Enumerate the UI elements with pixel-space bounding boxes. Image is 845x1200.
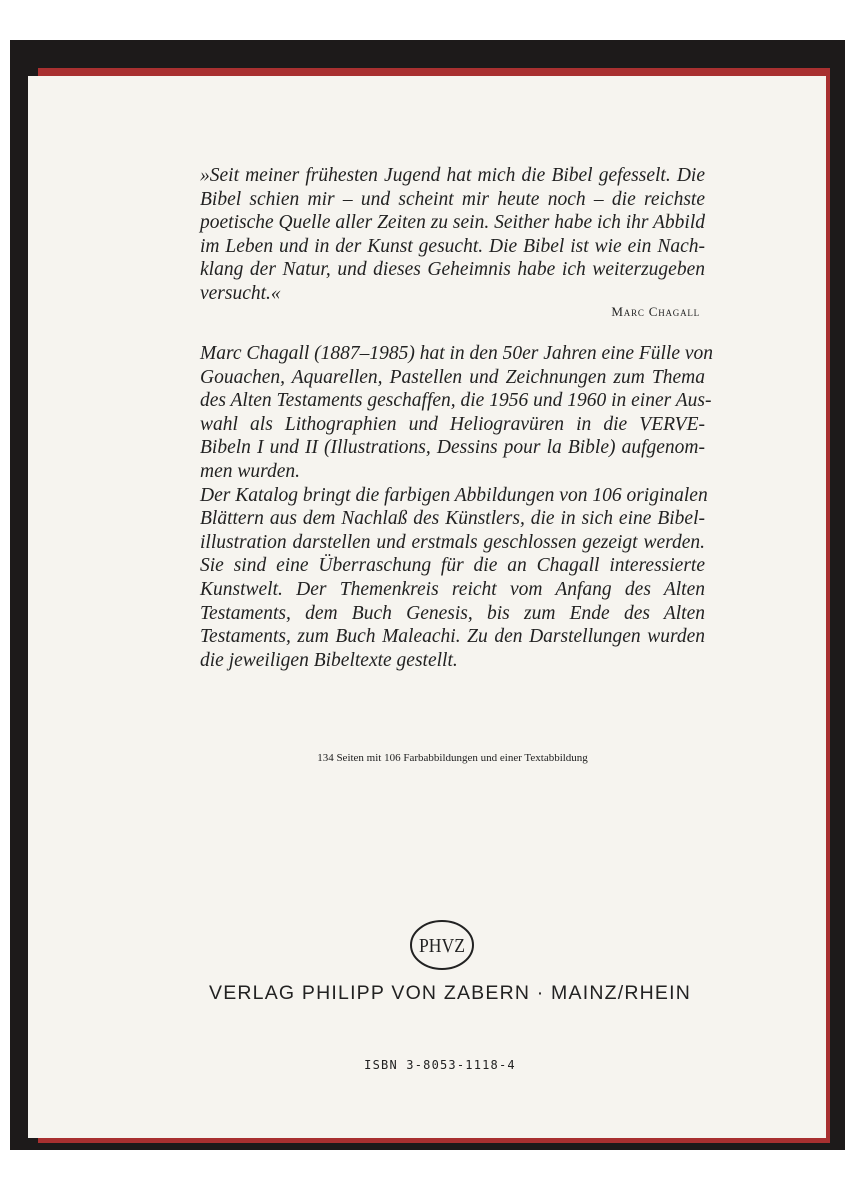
body-line: Der Katalog bringt die farbigen Abbildungen von 106 originalen — [200, 484, 708, 506]
description-text — [200, 342, 714, 672]
body-line: Marc Chagall (1887–1985) hat in den 50er Jahren eine Fülle von — [200, 343, 714, 364]
quote-line: im Leben und in der Kunst gesucht. Die Bibel ist wie ein Nach- — [200, 235, 705, 257]
body-line: Testaments, dem Buch Genesis, bis zum Ende des Alten — [200, 602, 705, 624]
quote-line: klang der Natur, und dieses Geheimnis habe ich weiterzugeben — [200, 259, 705, 281]
publisher-logo-icon — [408, 918, 476, 972]
page-count-note: 134 Seiten mit 106 Farbabbildungen und einer Textabbildung — [317, 752, 588, 764]
quote-line: versucht.« — [200, 282, 281, 304]
quote-line: poetische Quelle aller Zeiten zu sein. Seither habe ich ihr Abbild — [200, 212, 705, 234]
quote-line: Bibel schien mir – und scheint mir heute noch – die reichste — [200, 188, 705, 210]
body-line: Blättern aus dem Nachlaß des Künstlers, die in sich eine Bibel- — [200, 508, 705, 530]
body-line: Sie sind eine Überraschung für die an Chagall interessierte — [200, 555, 705, 577]
body-line: wahl als Lithographien und Heliogravüren in die VERVE- — [200, 413, 705, 435]
body-line: Kunstwelt. Der Themenkreis reicht vom Anfang des Alten — [200, 578, 705, 600]
quote-attribution: Marc Chagall — [611, 304, 700, 319]
chagall-quote — [200, 164, 705, 306]
isbn-number: ISBN 3-8053-1118-4 — [364, 1058, 516, 1072]
logo-monogram: PHVZ — [419, 935, 465, 957]
body-line: Testaments, zum Buch Maleachi. Zu den Darstellungen wurden — [200, 626, 705, 648]
body-line: Gouachen, Aquarellen, Pastellen und Zeichnungen zum Thema — [200, 366, 705, 388]
body-line: men wurden. — [200, 460, 301, 482]
quote-line: »Seit meiner frühesten Jugend hat mich die Bibel gefesselt. Die — [200, 165, 705, 186]
body-line: des Alten Testaments geschaffen, die 1956 und 1960 in einer Aus- — [200, 390, 712, 412]
publisher-imprint: VERLAG PHILIPP VON ZABERN · MAINZ/RHEIN — [208, 982, 692, 1004]
body-line: illustration darstellen und erstmals geschlossen gezeigt werden. — [200, 531, 705, 553]
body-line: die jeweiligen Bibeltexte gestellt. — [200, 649, 458, 671]
body-line: Bibeln I und II (Illustrations, Dessins pour la Bible) aufgenom- — [200, 437, 705, 459]
